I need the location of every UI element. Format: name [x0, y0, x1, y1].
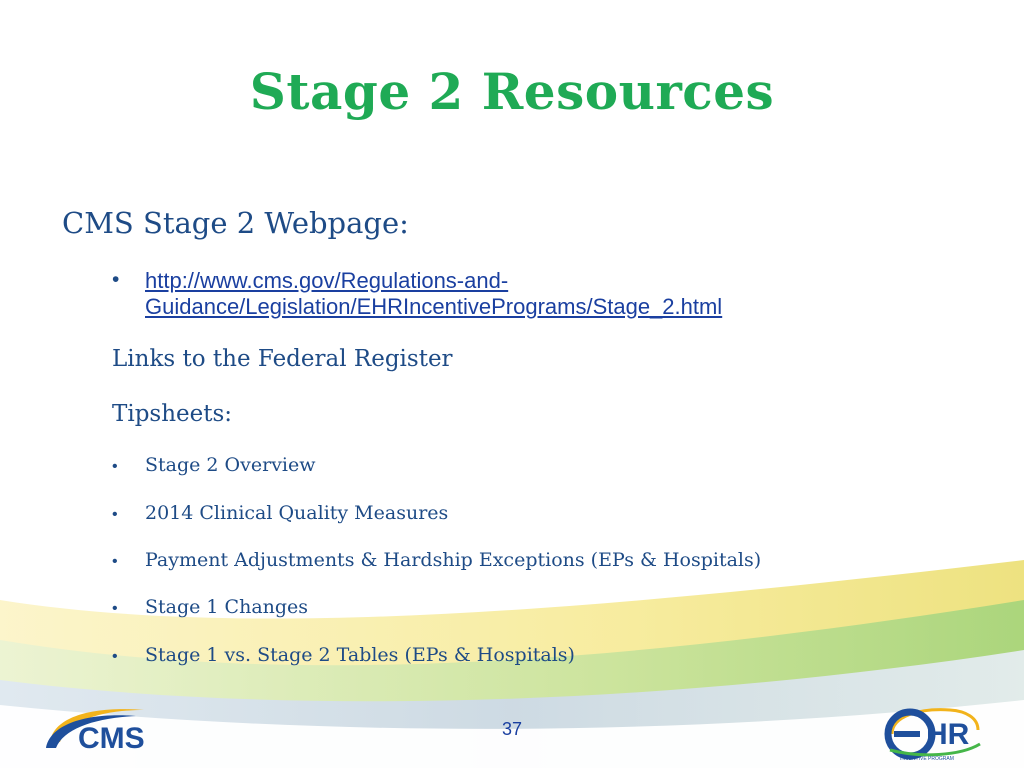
- tipsheet-label: Stage 2 Overview: [145, 454, 316, 476]
- cms-logo-text: CMS: [78, 722, 145, 755]
- bullet-icon: •: [112, 553, 118, 570]
- bullet-icon: •: [112, 506, 118, 523]
- slide-title: Stage 2 Resources: [249, 62, 775, 121]
- page-number: 37: [501, 719, 523, 739]
- ehr-logo: [880, 704, 984, 762]
- tipsheet-label: Stage 1 Changes: [145, 596, 309, 618]
- bullet-icon: •: [112, 458, 118, 475]
- ehr-logo-text: HR: [926, 718, 970, 751]
- tipsheet-label: Payment Adjustments & Hardship Exceptions (EPs & Hospitals): [145, 549, 762, 571]
- tipsheet-item: [112, 644, 575, 666]
- link-list-item: [112, 268, 925, 320]
- tipsheet-label: 2014 Clinical Quality Measures: [145, 502, 449, 524]
- tipsheet-item: [112, 549, 761, 571]
- stage2-webpage-link[interactable]: http://www.cms.gov/Regulations-and-Guidance/Legislation/EHRIncentivePrograms/Stage_2.html: [145, 268, 723, 319]
- federal-register-link-text: Links to the Federal Register: [112, 346, 453, 372]
- tipsheet-label: Stage 1 vs. Stage 2 Tables (EPs & Hospitals): [145, 644, 575, 666]
- bullet-icon: •: [112, 648, 118, 665]
- cms-webpage-heading: CMS Stage 2 Webpage:: [62, 206, 409, 240]
- bullet-icon: •: [112, 268, 120, 291]
- tipsheets-label: Tipsheets:: [112, 401, 233, 427]
- bullet-icon: •: [112, 600, 118, 617]
- tipsheet-item: [112, 454, 316, 476]
- cms-logo: [44, 704, 176, 756]
- tipsheet-item: [112, 596, 308, 618]
- ehr-logo-tagline: INCENTIVE PROGRAM: [900, 756, 954, 762]
- tipsheet-item: [112, 502, 448, 524]
